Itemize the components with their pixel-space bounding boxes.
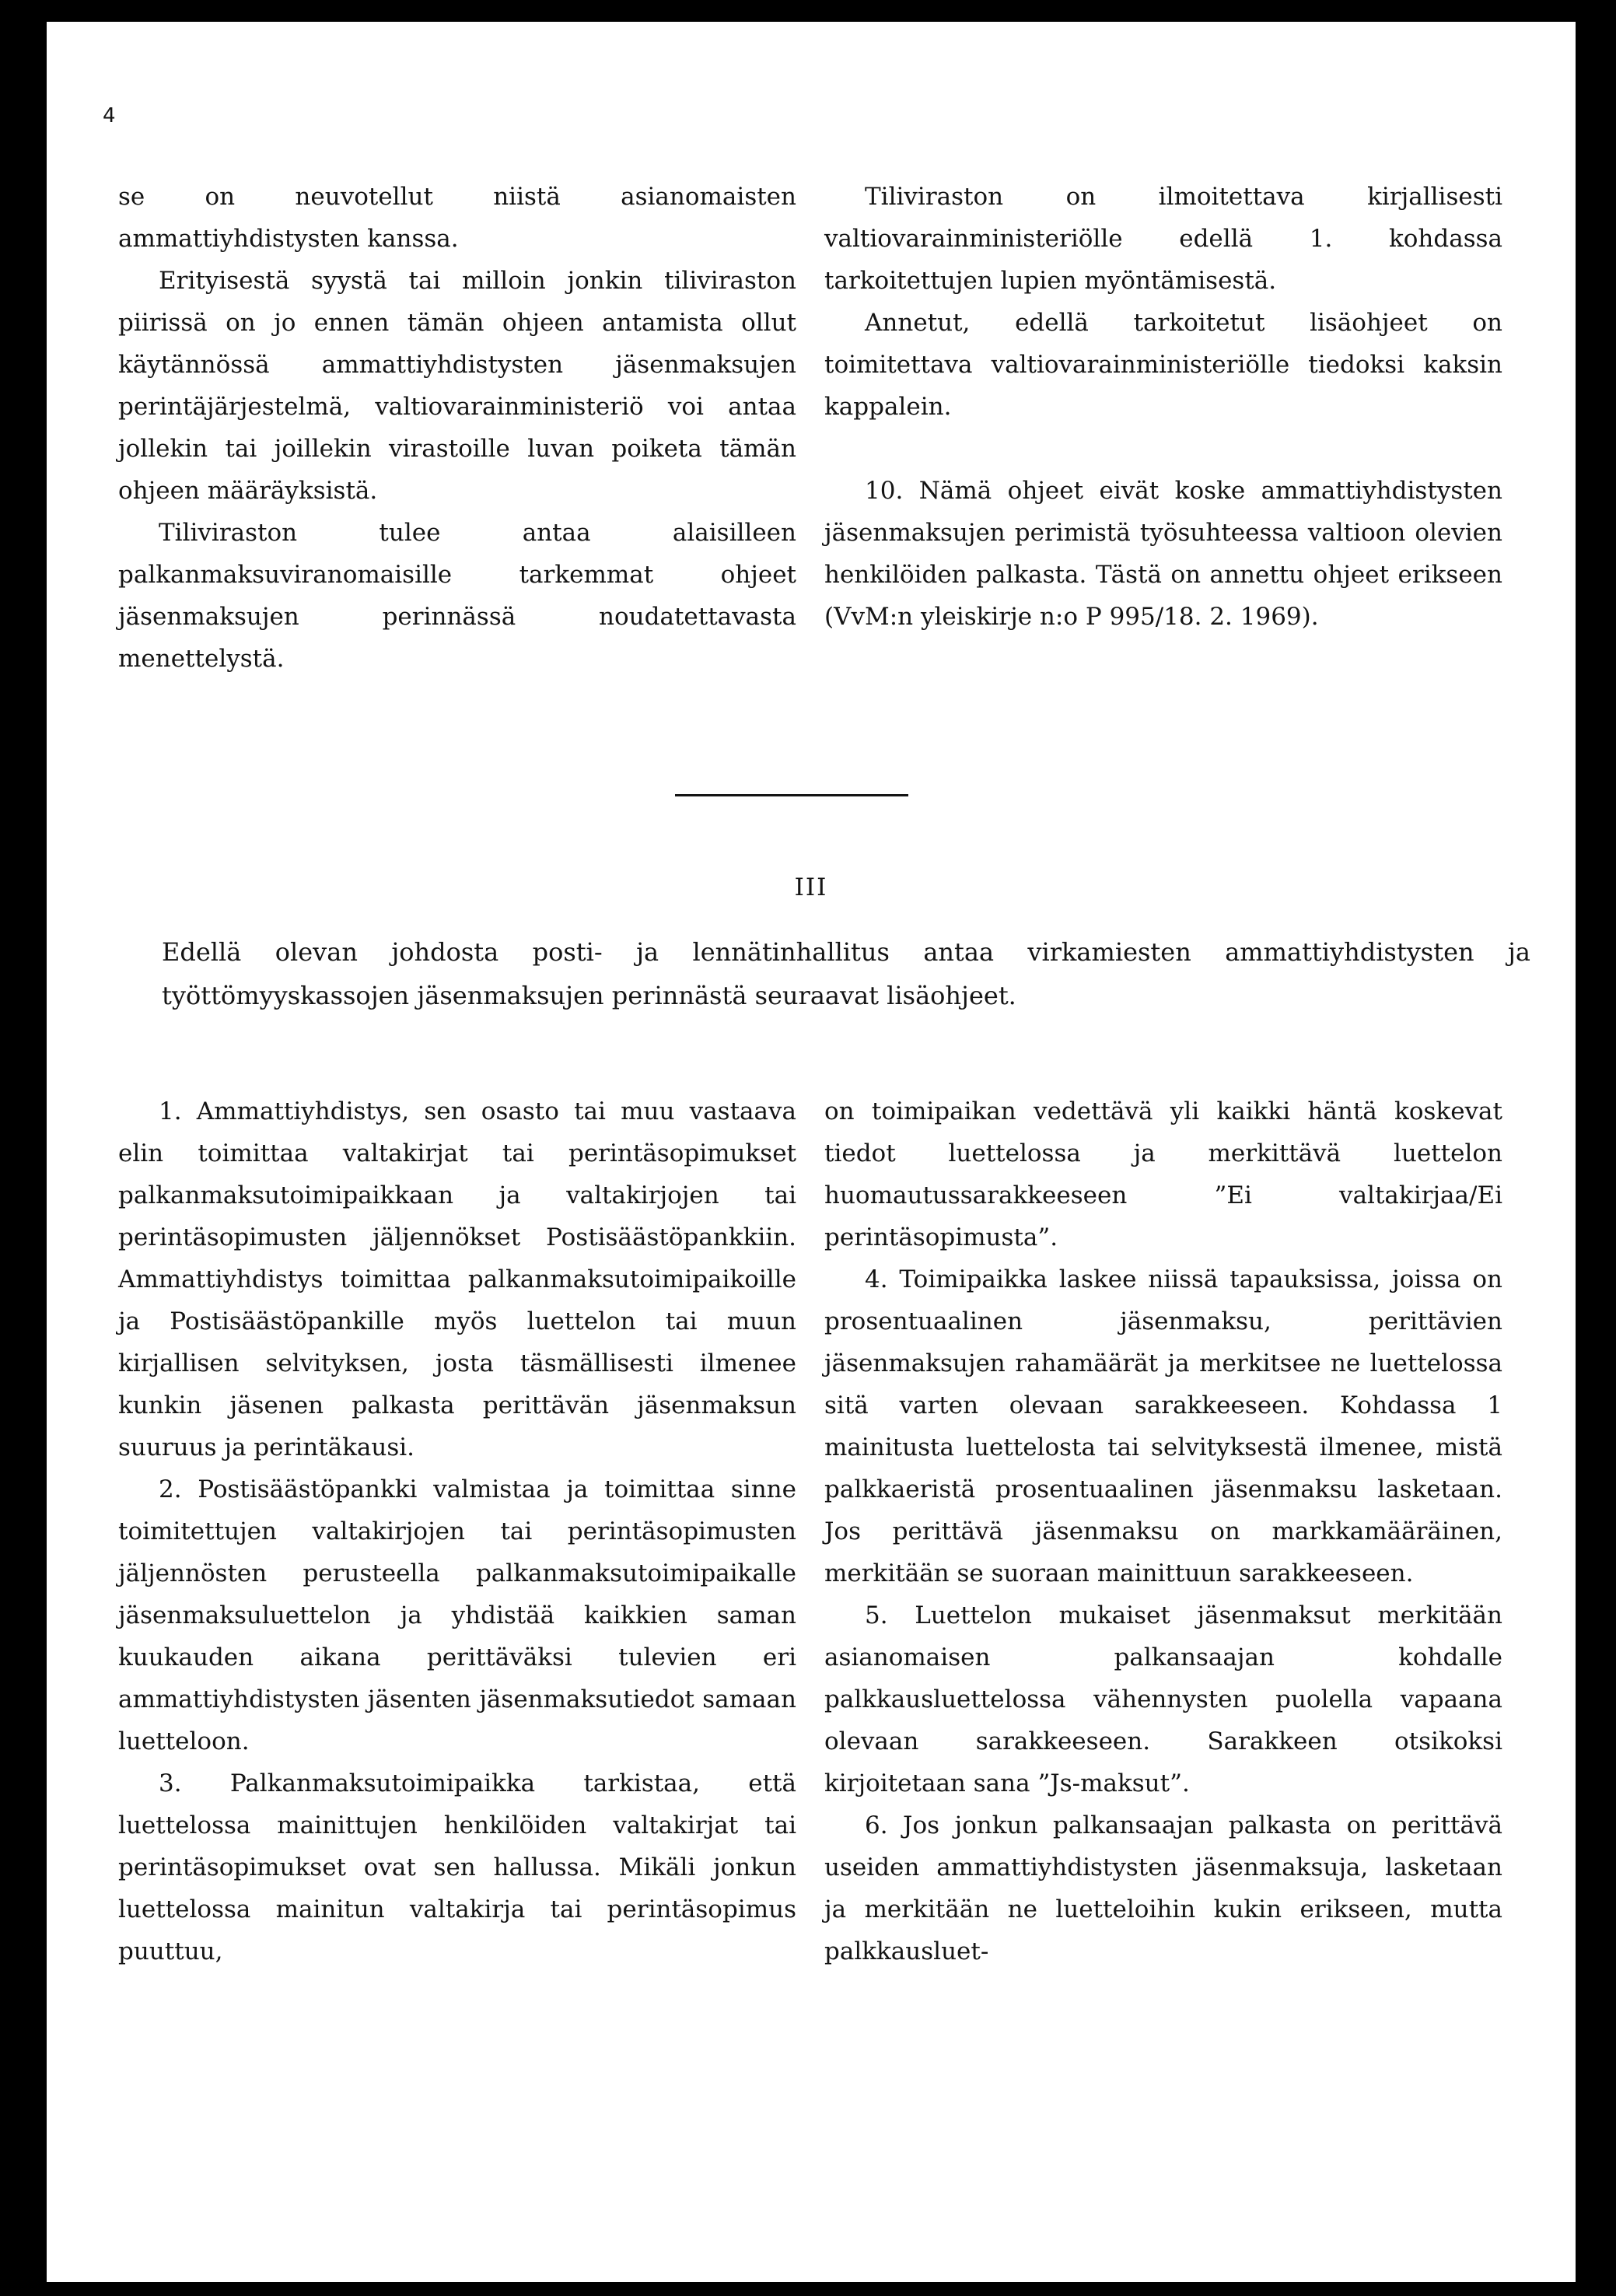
paragraph-item-3: 3. Palkanmaksutoimipaikka tarkistaa, että luettelossa mainittujen henkilöiden valtakirjat tai perintäsopimukset ovat sen hallussa. Mikäli jonkun luettelossa mainitun valtakirja tai perintäsopimus puuttuu, — [118, 1769, 796, 1965]
paragraph: on toimipaikan vedettävä yli kaikki häntä koskevat tiedot luettelossa ja merkittävä luettelon huomautussarakkeeseen ”Ei valtakirjaa/Ei perintäsopimusta”. — [824, 1097, 1502, 1251]
top-right-column — [824, 176, 1502, 638]
bottom-right-column — [824, 1090, 1502, 1972]
section-divider — [675, 794, 908, 796]
paragraph: Annetut, edellä tarkoitetut lisäohjeet on toimitettava valtiovarainministeriölle tiedoksi kaksin kappalein. — [824, 309, 1502, 421]
paragraph-item-1: 1. Ammattiyhdistys, sen osasto tai muu vastaava elin toimittaa valtakirjat tai perintäsopimukset palkanmaksutoimipaikkaan ja valtakirjojen tai perintäsopimusten jäljennökset Postisäästöpankkiin. Ammattiyhdistys toimittaa palkanmaksutoimipaikoille ja Postisäästöpankille myös luettelon tai muun kirjallisen selvityksen, josta täsmällisesti ilmenee kunkin jäsenen palkasta perittävän jäsenmaksun suuruus ja perintäkausi. — [118, 1097, 796, 1461]
paragraph-item-2: 2. Postisäästöpankki valmistaa ja toimittaa sinne toimitettujen valtakirjojen tai perintäsopimusten jäljennösten perusteella palkanmaksutoimipaikalle jäsenmaksuluettelon ja yhdistää kaikkien saman kuukauden aikana perittäväksi tulevien eri ammattiyhdistysten jäsenten jäsenmaksutiedot samaan luetteloon. — [118, 1475, 796, 1755]
document-page — [47, 22, 1576, 2282]
paragraph-item-10: 10. Nämä ohjeet eivät koske ammattiyhdistysten jäsenmaksujen perimistä työsuhteessa valtioon olevien henkilöiden palkasta. Tästä on annettu ohjeet erikseen (VvM:n yleiskirje n:o P 995/18. 2. 1969). — [824, 477, 1502, 631]
paragraph: Erityisestä syystä tai milloin jonkin tiliviraston piirissä on jo ennen tämän ohjeen antamista ollut käytännössä ammattiyhdistysten jäsenmaksujen perintäjärjestelmä, valtiovarainministeriö voi antaa jollekin tai joillekin virastoille luvan poiketa tämän ohjeen määräyksistä. — [118, 267, 796, 505]
section-heading: III — [794, 873, 828, 901]
page-number: 4 — [103, 104, 116, 128]
paragraph: Tiliviraston on ilmoitettava kirjallisesti valtiovarainministeriölle edellä 1. kohdassa tarkoitettujen lupien myöntämisestä. — [824, 183, 1502, 295]
paragraph-item-5: 5. Luettelon mukaiset jäsenmaksut merkitään asianomaisen palkansaajan kohdalle palkkausluettelossa vähennysten puolella vapaana olevaan sarakkeeseen. Sarakkeen otsikoksi kirjoitetaan sana ”Js-maksut”. — [824, 1601, 1502, 1797]
top-left-column — [118, 176, 796, 680]
paragraph: Tiliviraston tulee antaa alaisilleen palkanmaksuviranomaisille tarkemmat ohjeet jäsenmaksujen perinnässä noudatettavasta menettelystä. — [118, 519, 796, 673]
paragraph-item-6: 6. Jos jonkun palkansaajan palkasta on perittävä useiden ammattiyhdistysten jäsenmaksuja, lasketaan ja merkitään ne luetteloihin kukin erikseen, mutta palkkausluet- — [824, 1811, 1502, 1965]
bottom-left-column — [118, 1090, 796, 1972]
paragraph: se on neuvotellut niistä asianomaisten ammattiyhdistysten kanssa. — [118, 183, 796, 253]
paragraph-item-4: 4. Toimipaikka laskee niissä tapauksissa, joissa on prosentuaalinen jäsenmaksu, perittävien jäsenmaksujen rahamäärät ja merkitsee ne luettelossa sitä varten olevaan sarakkeeseen. Kohdassa 1 mainitusta luettelosta tai selvityksestä ilmenee, mistä palkkaeristä prosentuaalinen jäsenmaksu lasketaan. Jos perittävä jäsenmaksu on markkamääräinen, merkitään se suoraan mainittuun sarakkeeseen. — [824, 1265, 1502, 1587]
section-intro: Edellä olevan johdosta posti- ja lennätinhallitus antaa virkamiesten ammattiyhdistysten ja työttömyyskassojen jäsenmaksujen perinnästä seuraavat lisäohjeet. — [162, 937, 1530, 1010]
